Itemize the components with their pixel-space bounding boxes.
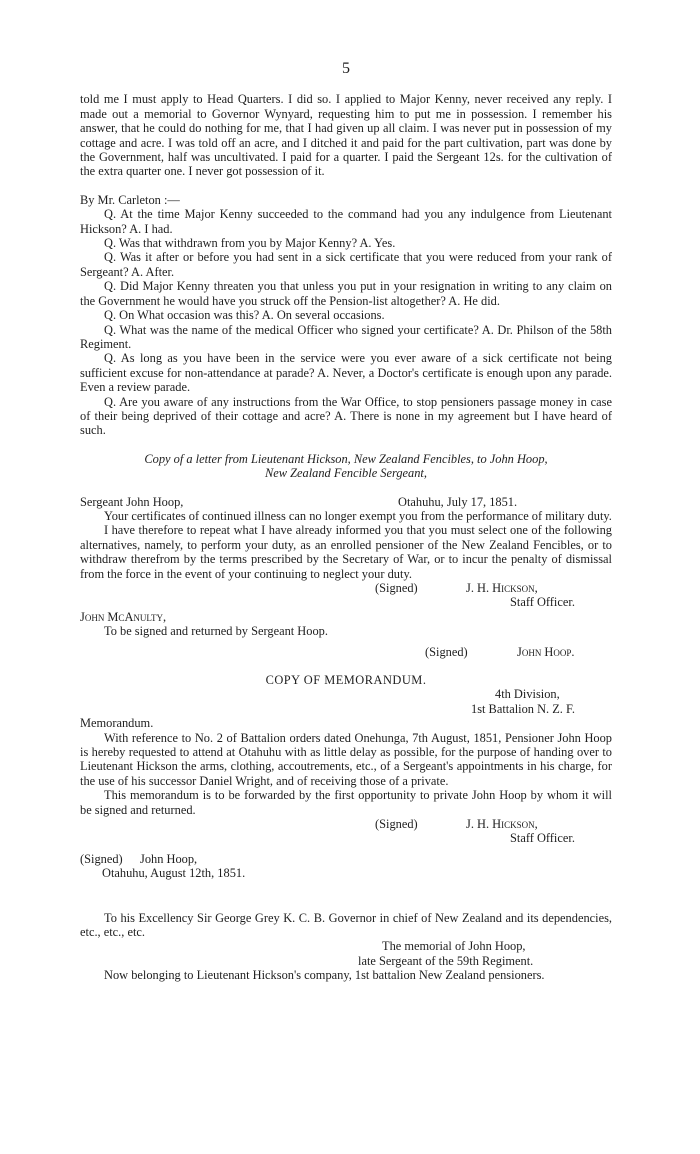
excellency-address: To his Excellency Sir George Grey K. C. B. Governor in chief of New Zealand and its dependencies, etc., etc., etc. [80,910,612,939]
memorial-row-1 [80,939,612,953]
page-number: 5 [342,60,350,77]
signature-row-3 [80,817,612,831]
letter-paragraph-1: Your certificates of continued illness can no longer exempt you from the performance of military duty. [104,508,612,523]
memorandum-paragraph-2: This memorandum is to be forwarded by the first opportunity to private John Hoop by whom it will be signed and returned. [80,788,612,817]
signature-title-row-3 [80,831,612,845]
question-5: Q. On What occasion was this? A. On several occasions. [104,308,385,323]
belonging-paragraph: Now belonging to Lieutenant Hickson's company, 1st battalion New Zealand pensioners. [104,968,545,983]
question-6: Q. What was the name of the medical Officer who signed your certificate? A. Dr. Philson of the 58th Regiment. [80,322,612,351]
signer-title-1: Staff Officer. [510,595,575,610]
signature-row-4 [80,852,612,866]
question-2: Q. Was that withdrawn from you by Major Kenny? A. Yes. [104,236,396,251]
division-row [80,687,612,701]
battalion-row [80,702,612,716]
signed-label-3: (Signed) [375,817,418,831]
signer-title-3: Staff Officer. [510,831,575,846]
memorandum-heading: COPY OF MEMORANDUM. [265,672,427,687]
battalion-label: 1st Battalion N. Z. F. [471,701,575,716]
signed-label-2: (Signed) [425,644,468,659]
question-3: Q. Was it after or before you had sent in a sick certificate that you were reduced from your rank of Sergeant? A. After. [80,250,612,279]
letter-caption-line-1: Copy of a letter from Lieutenant Hickson, New Zealand Fencibles, to John Hoop, [144,451,548,466]
signature-row-1 [80,581,612,595]
question-8: Q. Are you aware of any instructions from the War Office, to stop pensioners passage money in case of their being deprived of their cottage and acre? A. There is none in my agreement but I have heard of such. [80,394,612,438]
examiner-heading: By Mr. Carleton :— [80,192,180,207]
signer-name-2: John Hoop. [517,644,575,659]
signature-row-2 [80,645,612,659]
question-7: Q. As long as you have been in the service were you ever aware of a sick certificate not being sufficient excuse for non-attendance at parade? A. Never, a Doctor's certificate is enough upon any parade. Even a review parade. [80,351,612,395]
signer-name-1: J. H. Hickson, [466,580,538,595]
memorial-line-2: late Sergeant of the 59th Regiment. [358,953,534,968]
memorial-row-2 [80,954,612,968]
signer-name-4: John Hoop, [140,851,198,866]
letter-paragraph-2: I have therefore to repeat what I have already informed you that you must select one of the following alternatives, namely, to perform your duty, as an enrolled pensioner of the New Zealand Fencibles, or to withdraw therefrom by the terms prescribed by the Secretary of War, or to incur the penalty of dismissal from the force in the event of your continuing to neglect your duty. [80,523,612,581]
signer-name-3: J. H. Hickson, [466,817,538,831]
memorandum-paragraph-1: With reference to No. 2 of Battalion orders dated Onehunga, 7th August, 1851, Pensioner John Hoop is hereby requested to attend at Otahuhu with as little delay as possible, for the purpose of handing over to Lieutenant Hickson the arms, clothing, accoutrements, etc., of a Sergeant's appointments in his charge, for the use of his successor Daniel Wright, and of receiving those of a private. [80,730,612,788]
letter-salutation: Sergeant John Hoop, [80,494,184,509]
letter-place-date: Otahuhu, July 17, 1851. [398,494,518,509]
letter-instruction: To be signed and returned by Sergeant Hoop. [104,624,328,639]
memorandum-place-date: Otahuhu, August 12th, 1851. [102,866,246,881]
testimony-paragraph: told me I must apply to Head Quarters. I did so. I applied to Major Kenny, never received any reply. I made out a memorial to Governor Wynyard, requesting him to put me in possession. I remember his answer, that he could do nothing for me, that I had given up all claim. I was never put in possession of my cottage and acre. I was told off an acre, and I ditched it and paid for the part cultivation, part was done by the Government, half was uncultivated. I paid for a quarter. I paid the Sergeant 12s. for the cultivation of the extra quarter one. I never got possession of it. [80,92,612,179]
signature-title-row-1 [80,595,612,609]
memorandum-label: Memorandum. [80,716,154,731]
letter-recipient: John McAnulty, [80,609,167,624]
signed-label-1: (Signed) [375,580,418,595]
letter-caption-line-2: New Zealand Fencible Sergeant, [265,466,427,481]
division-label: 4th Division, [495,687,560,702]
signed-label-4: (Signed) [80,851,123,866]
letter-header-row [80,495,612,509]
question-4: Q. Did Major Kenny threaten you that unless you put in your resignation in writing to any claim on the Government he would have you struck off the Pension-list altogether? A. He did. [80,279,612,308]
question-1: Q. At the time Major Kenny succeeded to the command had you any indulgence from Lieutenant Hickson? A. I had. [80,207,612,236]
memorial-line-1: The memorial of John Hoop, [382,939,526,954]
place-date-row-2 [80,866,612,880]
